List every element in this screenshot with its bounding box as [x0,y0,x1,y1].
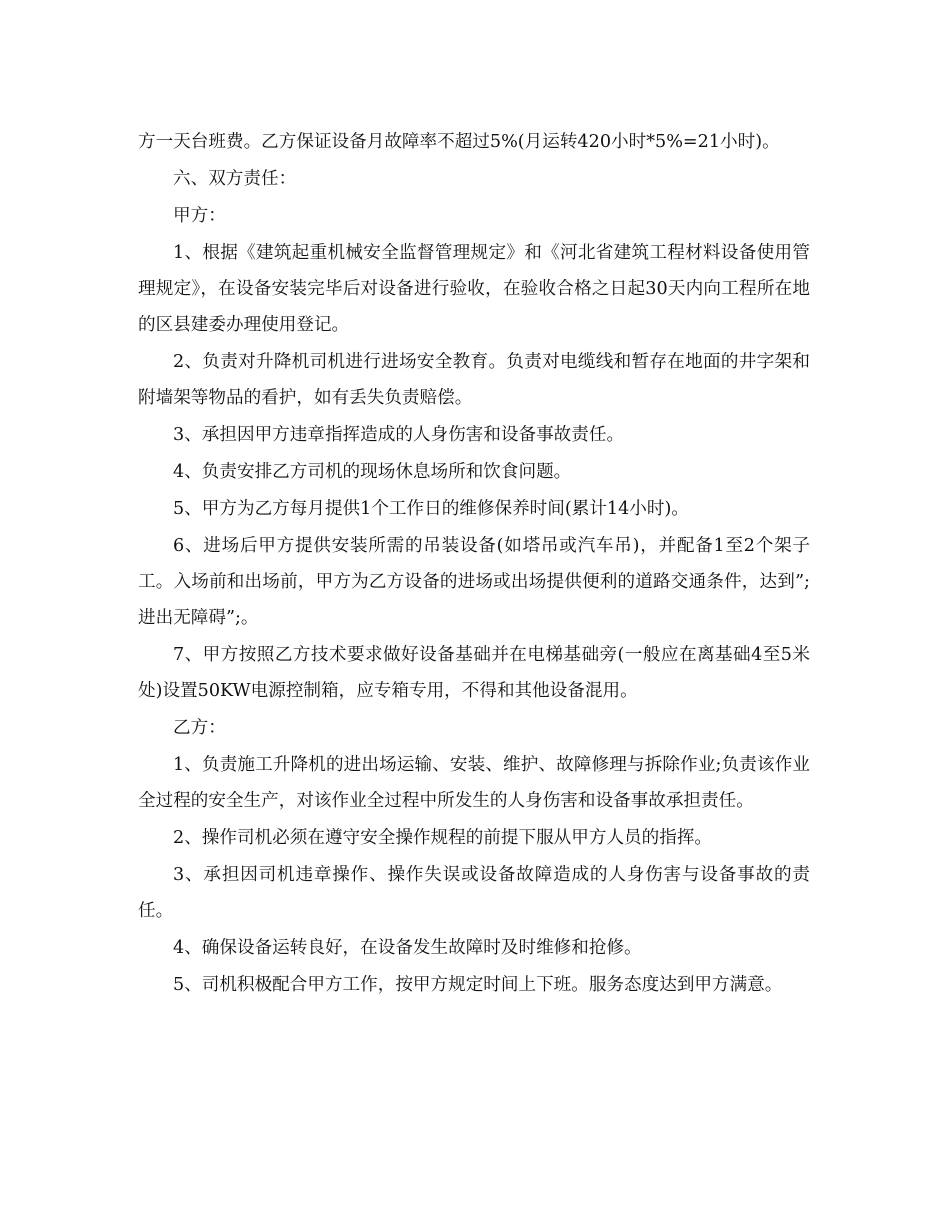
party-b-item-5: 5、司机积极配合甲方工作，按甲方规定时间上下班。服务态度达到甲方满意。 [173,975,783,995]
party-a-item-6: 6、进场后甲方提供安装所需的吊装设备(如塔吊或汽车吊)，并配备1至2个架子工。入场前和出场前，甲方为乙方设备的进场或出场提供便利的道路交通条件，达到”;进出无障碍”;。 [138,536,810,628]
party-a-item-4: 4、负责安排乙方司机的现场休息场所和饮食问题。 [173,462,572,482]
party-a-item-5: 5、甲方为乙方每月提供1个工作日的维修保养时间(累计14小时)。 [173,499,689,519]
party-b-item-2: 2、操作司机必须在遵守安全操作规程的前提下服从甲方人员的指挥。 [173,828,713,848]
section-heading-mutual-responsibilities: 六、双方责任： [173,169,297,189]
party-b-item-1: 1、负责施工升降机的进出场运输、安装、维护、故障修理与拆除作业;负责该作业全过程的安全生产，对该作业全过程中所发生的人身伤害和设备事故承担责任。 [138,755,810,811]
party-b-item-3: 3、承担因司机违章操作、操作失误或设备故障造成的人身伤害与设备事故的责任。 [138,865,810,921]
document-body [138,124,810,1004]
party-a-item-3: 3、承担因甲方违章指挥造成的人身伤害和设备事故责任。 [173,425,625,445]
party-b-item-4: 4、确保设备运转良好，在设备发生故障时及时维修和抢修。 [173,938,642,958]
party-a-item-7: 7、甲方按照乙方技术要求做好设备基础并在电梯基础旁(一般应在离基础4至5米处)设置50KW电源控制箱，应专箱专用，不得和其他设备混用。 [138,645,810,701]
party-a-item-2: 2、负责对升降机司机进行进场安全教育。负责对电缆线和暂存在地面的井字架和附墙架等物品的看护，如有丢失负责赔偿。 [138,352,810,408]
party-a-heading: 甲方： [173,206,226,226]
paragraph-continuation: 方一天台班费。乙方保证设备月故障率不超过5%(月运转420小时*5%=21小时)。 [138,132,780,152]
party-a-item-1: 1、根据《建筑起重机械安全监督管理规定》和《河北省建筑工程材料设备使用管理规定》，在设备安装完毕后对设备进行验收，在验收合格之日起30天内向工程所在地的区县建委办理使用登记。 [138,243,810,335]
party-b-heading: 乙方： [173,718,226,738]
